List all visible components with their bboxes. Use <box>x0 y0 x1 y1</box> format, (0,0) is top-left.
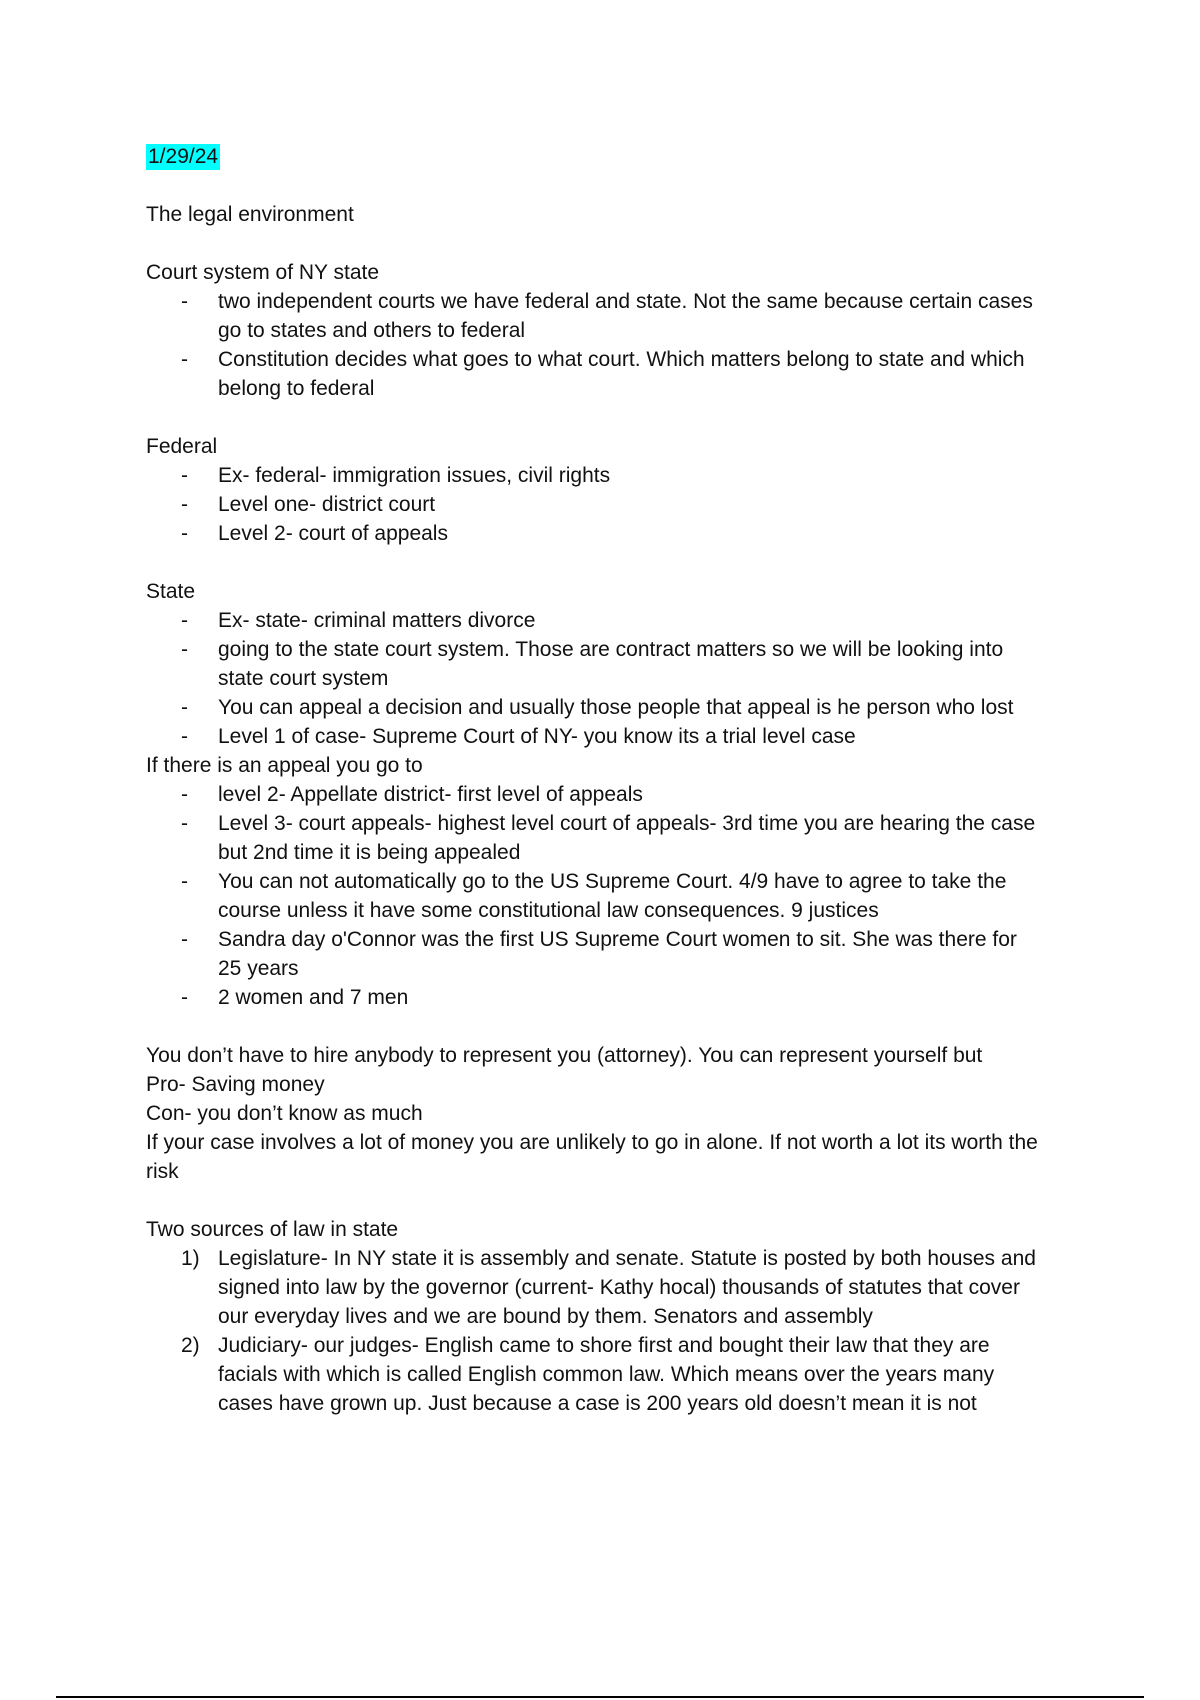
state-heading: State <box>146 580 196 603</box>
dash-bullet: - <box>181 522 188 545</box>
list-item-text: level 2- Appellate district- first level of appeals <box>218 783 643 806</box>
list-item-text: going to the state court system. Those are contract matters so we will be looking into state court system <box>218 638 1004 690</box>
page-bottom-rule <box>56 1696 1144 1698</box>
list-item-text: Legislature- In NY state it is assembly and senate. Statute is posted by both houses and signed into law by the governor (current- Kathy hocal) thousands of statutes that cover our everyday lives and we are bound by them. Senators and assembly <box>218 1247 1036 1328</box>
pro-line: Pro- Saving money <box>146 1073 325 1096</box>
list-item-text: Sandra day o'Connor was the first US Supreme Court women to sit. She was there for 25 years <box>218 928 1017 980</box>
con-line: Con- you don’t know as much <box>146 1102 423 1125</box>
list-item <box>181 519 1096 548</box>
dash-bullet: - <box>181 870 188 893</box>
document-title: The legal environment <box>146 203 354 226</box>
dash-bullet: - <box>181 348 188 371</box>
list-item-text: Level 2- court of appeals <box>218 522 448 545</box>
list-item <box>181 606 1096 635</box>
dash-bullet: - <box>181 493 188 516</box>
list-item <box>181 461 1096 490</box>
list-item-text: Level 1 of case- Supreme Court of NY- you know its a trial level case <box>218 725 856 748</box>
dash-bullet: - <box>181 696 188 719</box>
representation-line: You don’t have to hire anybody to represent you (attorney). You can represent yourself but <box>146 1044 983 1067</box>
risk-line: If your case involves a lot of money you are unlikely to go in alone. If not worth a lot its worth the risk <box>146 1131 1038 1183</box>
date-line <box>146 142 1096 171</box>
appeal-list <box>146 780 1096 1012</box>
federal-list <box>146 461 1096 548</box>
list-item-text: Constitution decides what goes to what court. Which matters belong to state and which belong to federal <box>218 348 1025 400</box>
list-item <box>181 867 1096 925</box>
list-item <box>181 287 1096 345</box>
list-item-text: Level 3- court appeals- highest level court of appeals- 3rd time you are hearing the case but 2nd time it is being appealed <box>218 812 1036 864</box>
list-item <box>181 983 1096 1012</box>
dash-bullet: - <box>181 783 188 806</box>
dash-bullet: - <box>181 725 188 748</box>
court-system-heading: Court system of NY state <box>146 261 380 284</box>
dash-bullet: - <box>181 464 188 487</box>
list-item <box>181 1331 1096 1418</box>
date-highlight: 1/29/24 <box>148 145 219 168</box>
court-system-list <box>146 287 1096 403</box>
dash-bullet: - <box>181 638 188 661</box>
dash-bullet: - <box>181 290 188 313</box>
list-number: 1) <box>181 1247 200 1270</box>
state-list <box>146 606 1096 751</box>
list-item-text: Level one- district court <box>218 493 436 516</box>
list-item <box>181 490 1096 519</box>
list-item <box>181 635 1096 693</box>
dash-bullet: - <box>181 928 188 951</box>
list-item-text: You can not automatically go to the US Supreme Court. 4/9 have to agree to take the course unless it have some constitutional law consequences. 9 justices <box>218 870 1007 922</box>
list-item <box>181 345 1096 403</box>
sources-heading: Two sources of law in state <box>146 1218 399 1241</box>
sources-list <box>146 1244 1096 1418</box>
federal-heading: Federal <box>146 435 218 458</box>
dash-bullet: - <box>181 609 188 632</box>
dash-bullet: - <box>181 986 188 1009</box>
list-item-text: Ex- state- criminal matters divorce <box>218 609 536 632</box>
document-page <box>146 142 1096 1418</box>
dash-bullet: - <box>181 812 188 835</box>
list-item-text: You can appeal a decision and usually those people that appeal is he person who lost <box>218 696 1014 719</box>
list-item-text: two independent courts we have federal and state. Not the same because certain cases go to states and others to federal <box>218 290 1033 342</box>
list-item-text: Judiciary- our judges- English came to shore first and bought their law that they are facials with which is called English common law. Which means over the years many cases have grown up. Just because a case is 200 years old doesn’t mean it is not <box>218 1334 995 1415</box>
list-item <box>181 693 1096 722</box>
list-item <box>181 1244 1096 1331</box>
list-item-text: Ex- federal- immigration issues, civil rights <box>218 464 611 487</box>
list-item <box>181 925 1096 983</box>
list-item <box>181 722 1096 751</box>
appeal-line: If there is an appeal you go to <box>146 754 423 777</box>
list-number: 2) <box>181 1334 200 1357</box>
list-item-text: 2 women and 7 men <box>218 986 409 1009</box>
list-item <box>181 809 1096 867</box>
list-item <box>181 780 1096 809</box>
